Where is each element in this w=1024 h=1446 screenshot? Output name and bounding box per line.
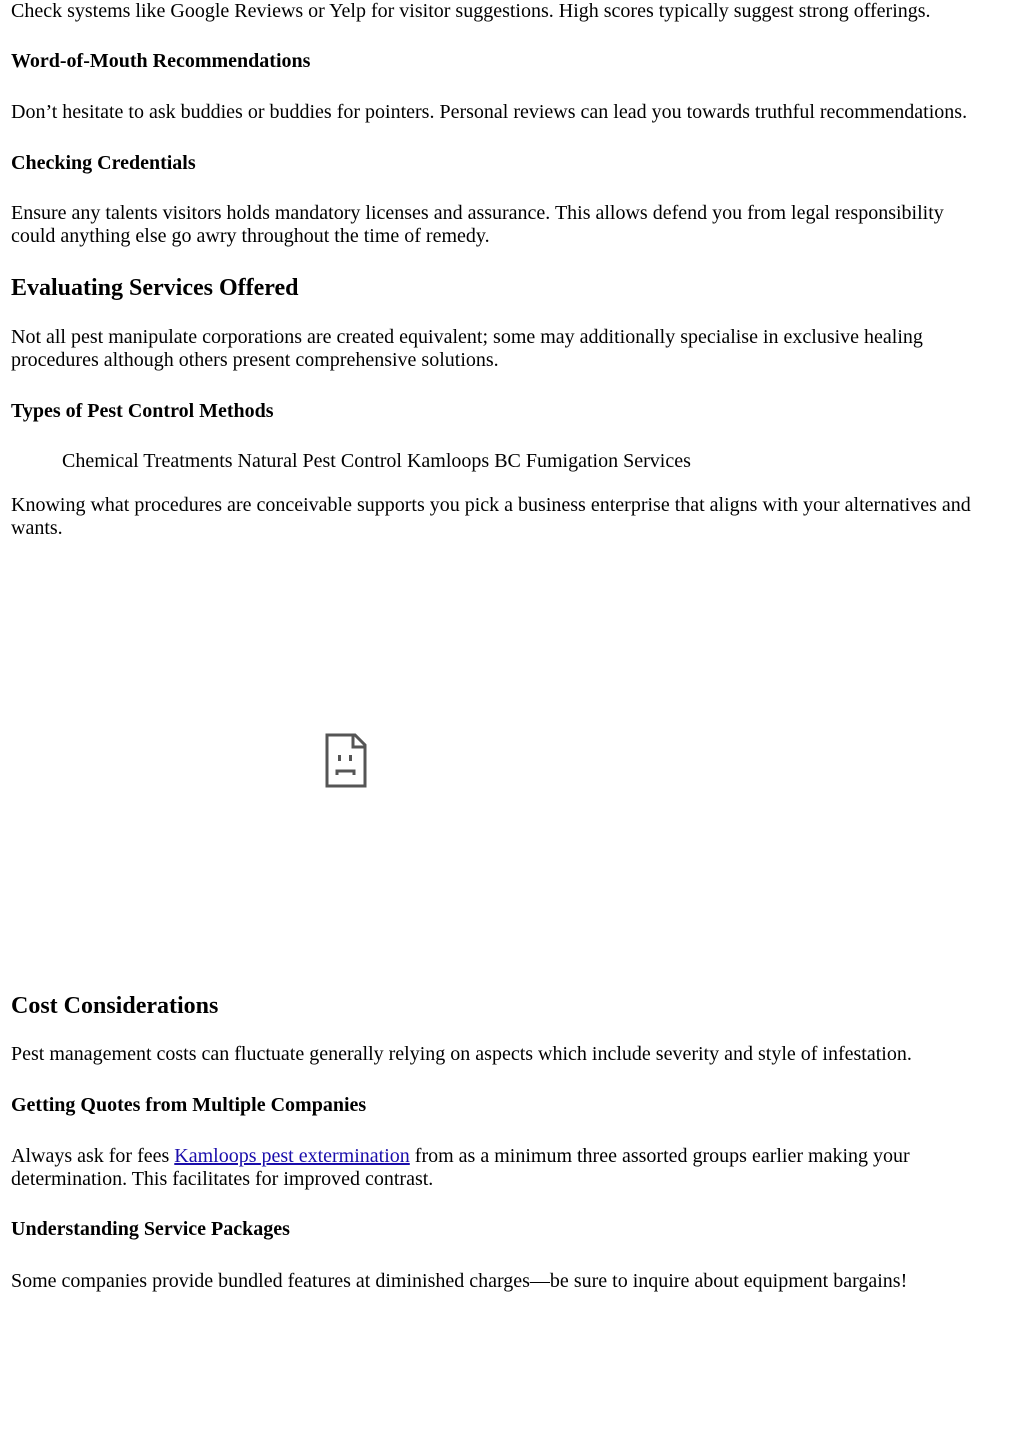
packages-paragraph: Some companies provide bundled features at diminished charges—be sure to inquire about equipment bargains! [11, 1270, 908, 1292]
quotes-heading: Getting Quotes from Multiple Companies [11, 1094, 367, 1116]
credentials-paragraph: Ensure any talents visitors holds mandatory licenses and assurance. This allows defend you from legal responsibility could anything else go awry throughout the time of remedy. [11, 202, 944, 247]
quotes-text-before: Always ask for fees [11, 1145, 175, 1167]
cost-paragraph: Pest management costs can fluctuate generally relying on aspects which include severity and style of infestation. [11, 1043, 912, 1065]
evaluating-paragraph: Not all pest manipulate corporations are created equivalent; some may additionally specialise in exclusive healing procedures although others present comprehensive solutions. [11, 326, 923, 371]
kamloops-pest-extermination-link[interactable]: Kamloops pest extermination [174, 1145, 410, 1167]
word-of-mouth-paragraph: Don’t hesitate to ask buddies or buddies for pointers. Personal reviews can lead you towards truthful recommendations. [11, 101, 968, 123]
types-list [62, 450, 691, 473]
quotes-paragraph [11, 1145, 971, 1191]
quotes-text-after: from as a minimum three assorted groups earlier making your determination. This facilitates for improved contrast. [11, 1145, 910, 1190]
list-item: Natural Pest Control Kamloops BC [237, 450, 521, 472]
knowing-paragraph: Knowing what procedures are conceivable supports you pick a business enterprise that aligns with your alternatives and wants. [11, 494, 971, 539]
list-item: Fumigation Services [525, 450, 691, 472]
evaluating-heading: Evaluating Services Offered [11, 275, 299, 301]
word-of-mouth-heading: Word-of-Mouth Recommendations [11, 50, 311, 72]
cost-heading: Cost Considerations [11, 993, 219, 1019]
credentials-heading: Checking Credentials [11, 152, 196, 174]
packages-heading: Understanding Service Packages [11, 1218, 290, 1240]
reviews-paragraph: Check systems like Google Reviews or Yelp for visitor suggestions. High scores typically suggest strong offerings. [11, 0, 931, 22]
broken-document-icon [325, 733, 367, 788]
list-item: Chemical Treatments [62, 450, 233, 472]
types-heading: Types of Pest Control Methods [11, 400, 274, 422]
